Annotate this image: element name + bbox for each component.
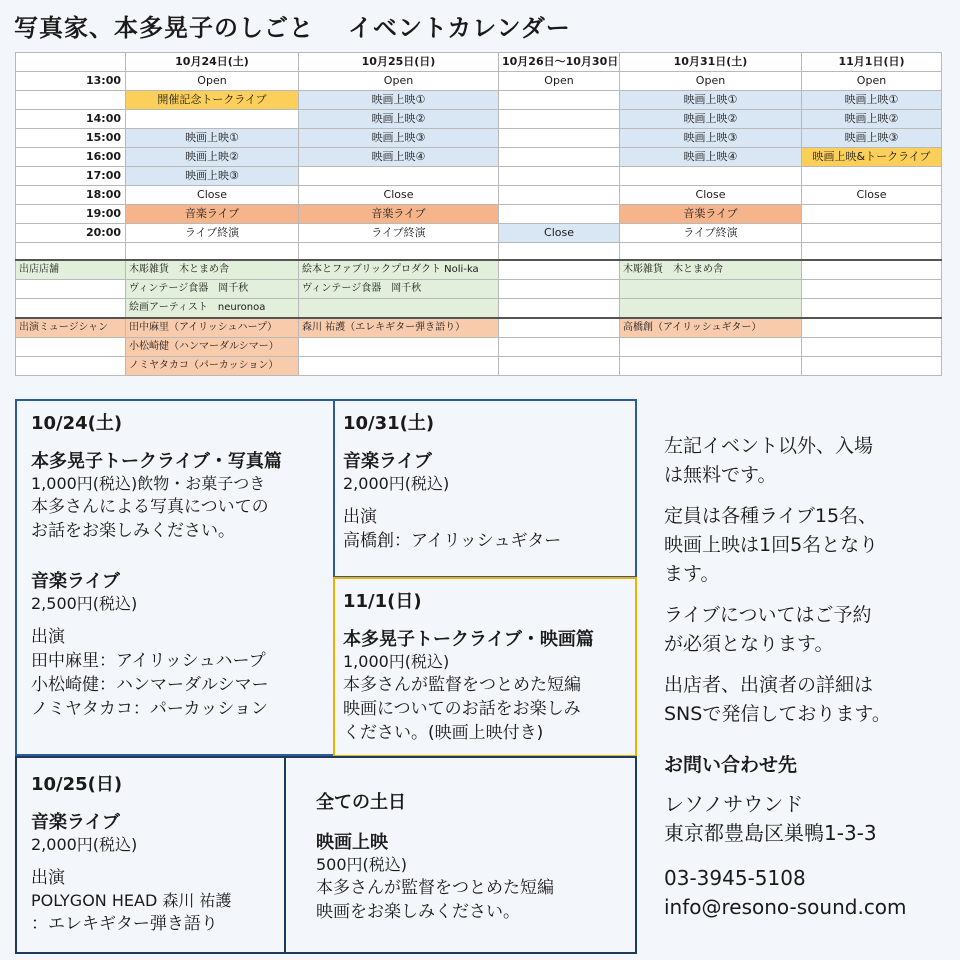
- schedule-row: 開催記念トークライブ 映画上映① 映画上映① 映画上映①: [16, 91, 942, 110]
- event-date: 10/25(日): [31, 774, 123, 795]
- schedule-row: 13:00 Open Open Open Open Open: [16, 72, 942, 91]
- event-title: 音楽ライブ: [31, 812, 120, 833]
- event-box-oct24: 10/24(土) 本多晃子トークライブ・写真篇 1,000円(税込)飲物・お菓子つき 本多さんによる写真についての お話をお楽しみください。 音楽ライブ 2,500円(税込) 出演 田中麻里：アイリッシュハープ 小松崎健：ハンマーダルシマー ノミヤタカコ：パーカッション: [15, 399, 335, 756]
- column-header: 10月31日(土): [620, 53, 802, 72]
- schedule-row: 19:00 音楽ライブ 音楽ライブ 音楽ライブ: [16, 205, 942, 224]
- shops-label: 出店店舗: [16, 260, 126, 280]
- schedule-row: 15:00 映画上映① 映画上映③ 映画上映③ 映画上映③: [16, 129, 942, 148]
- note-sns: 出店者、出演者の詳細は SNSで発信しております。: [664, 674, 891, 725]
- contact-email[interactable]: info@resono-sound.com: [664, 895, 907, 919]
- notes-panel: [664, 432, 950, 922]
- column-header: 10月24日(土): [126, 53, 299, 72]
- musicians-label: 出演ミュージシャン: [16, 318, 126, 338]
- event-box-weekends: 全ての土日 映画上映 500円(税込) 本多さんが監督をつとめた短編 映画をお楽しみください。: [284, 756, 637, 954]
- musician-row: 小松崎健（ハンマーダルシマー）: [16, 338, 942, 357]
- schedule-row: 20:00 ライブ終演 ライブ終演 Close ライブ終演: [16, 224, 942, 243]
- event-title: 本多晃子トークライブ・映画篇: [343, 629, 594, 650]
- schedule-row: 18:00 Close Close Close Close: [16, 186, 942, 205]
- contact-heading: お問い合わせ先: [664, 754, 798, 776]
- schedule-row: 17:00 映画上映③: [16, 167, 942, 186]
- shop-row: 出店店舗 木彫雑貨 木とまめ舎 絵本とファブリックプロダクト Noli-ka 木彫雑貨 木とまめ舎: [16, 260, 942, 280]
- column-header: 10月26日〜10月30日: [499, 53, 620, 72]
- event-box-oct31: 10/31(土) 音楽ライブ 2,000円(税込) 出演 高橋創：アイリッシュギター: [333, 399, 637, 578]
- event-title: 本多晃子トークライブ・写真篇: [31, 451, 282, 472]
- spacer-row: [16, 243, 942, 261]
- calendar-header-row: [16, 53, 942, 72]
- contact-address: 東京都豊島区巣鴨1-3-3: [664, 821, 877, 845]
- title-sub: イベントカレンダー: [348, 14, 571, 42]
- event-date: 11/1(日): [343, 591, 422, 612]
- page-title: [14, 8, 571, 43]
- note-reservation: ライブについてはご予約 が必須となります。: [664, 604, 872, 655]
- note-capacity: 定員は各種ライブ15名、 映画上映は1回5名となり ます。: [664, 505, 879, 585]
- event-calendar-table: [15, 52, 942, 376]
- title-main: 写真家、本多晃子のしごと: [14, 14, 314, 42]
- event-title: 音楽ライブ: [31, 571, 120, 592]
- shop-row: 絵画アーティスト neuronoa: [16, 299, 942, 319]
- column-header: 11月1日(日): [802, 53, 942, 72]
- schedule-row: 16:00 映画上映② 映画上映④ 映画上映④ 映画上映&トークライブ: [16, 148, 942, 167]
- note-admission: 左記イベント以外、入場 は無料です。: [664, 435, 874, 486]
- shop-row: ヴィンテージ食器 岡千秋 ヴィンテージ食器 岡千秋: [16, 280, 942, 299]
- event-box-nov1: 11/1(日) 本多晃子トークライブ・映画篇 1,000円(税込) 本多さんが監督をつとめた短編 映画についてのお話をお楽しみ ください。(映画上映付き): [333, 577, 637, 757]
- contact-phone[interactable]: 03-3945-5108: [664, 866, 806, 890]
- event-box-oct25: 10/25(日) 音楽ライブ 2,000円(税込) 出演 POLYGON HEAD 森川 祐護 ：エレキギター弾き語り: [15, 756, 286, 954]
- event-date: 10/24(土): [31, 413, 123, 434]
- musician-row: ノミヤタカコ（パーカッション）: [16, 357, 942, 376]
- event-date: 全ての土日: [316, 792, 406, 813]
- column-header: 10月25日(日): [299, 53, 499, 72]
- musician-row: 出演ミュージシャン 田中麻里（アイリッシュハープ） 森川 祐護（エレキギター弾き語り） 高橋創（アイリッシュギター）: [16, 318, 942, 338]
- event-title: 音楽ライブ: [343, 451, 432, 472]
- contact-org: レソノサウンド: [664, 792, 804, 816]
- event-date: 10/31(土): [343, 413, 435, 434]
- schedule-row: 14:00 映画上映② 映画上映② 映画上映②: [16, 110, 942, 129]
- event-title: 映画上映: [316, 832, 388, 853]
